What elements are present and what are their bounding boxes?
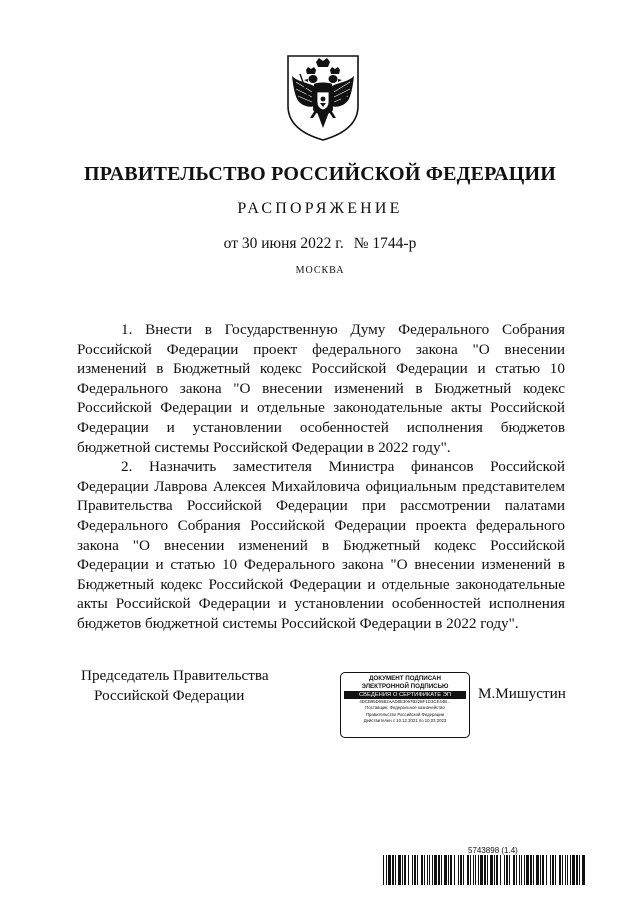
document-type: РАСПОРЯЖЕНИЕ	[237, 200, 403, 217]
stamp-certificate-id: 4DCB95D05B2AAD8E3067B22BF1D3CE44B...	[359, 699, 451, 705]
document-city: МОСКВА	[295, 265, 345, 276]
document-date: от 30 июня 2022 г.	[223, 235, 344, 252]
document-body	[77, 320, 565, 634]
paragraph-2: 2. Назначить заместителя Министра финансов Российской Федерации Лаврова Алексея Михайловича официальным представителем Правительства Российской Федерации при рассмотрении палатами Федерального Собрания Российской Федерации проекта федерального закона "О внесении изменений в Бюджетный кодекс Российской Федерации и статью 10 Федерального закона "О внесении изменений в Бюджетный кодекс Российской Федерации и отдельные законодательные акты Российской Федерации и установлении особенностей исполнения бюджетов бюджетной системы Российской Федерации в 2022 году".	[77, 458, 565, 632]
electronic-signature-stamp	[340, 672, 470, 738]
stamp-line-2: ЭЛЕКТРОННОЙ ПОДПИСЬЮ	[361, 682, 449, 690]
stamp-provider-line-1: Поставщик: Федеральное казначейство	[365, 705, 445, 711]
stamp-validity: Действителен с 10.12.2021 по 10.03.2023	[363, 717, 447, 723]
government-title: ПРАВИТЕЛЬСТВО РОССИЙСКОЙ ФЕДЕРАЦИИ	[84, 163, 556, 185]
signatory-role-line-1: Председатель Правительства	[81, 667, 269, 684]
document-code: 5743898 (1.4)	[468, 846, 518, 855]
document-date-line	[0, 235, 640, 253]
document-number: № 1744-р	[353, 235, 417, 252]
signatory-role	[81, 666, 269, 706]
signatory-name: М.Мишустин	[478, 685, 566, 702]
stamp-line-1: ДОКУМЕНТ ПОДПИСАН	[369, 675, 441, 682]
stamp-certificate-bar: СВЕДЕНИЯ О СЕРТИФИКАТЕ ЭП	[344, 691, 466, 699]
russian-coat-of-arms-icon	[284, 52, 362, 142]
paragraph-1: 1. Внести в Государственную Думу Федерального Собрания Российской Федерации проект федерального закона "О внесении изменений в Бюджетный кодекс Российской Федерации и статью 10 Федерального закона "О внесении изменений в Бюджетный кодекс Российской Федерации и отдельные законодательные акты Российской Федерации и установлении особенностей исполнения бюджетов бюджетной системы Российской Федерации в 2022 году".	[77, 321, 565, 456]
signatory-role-line-2: Российской Федерации	[94, 687, 245, 704]
barcode-icon	[383, 855, 585, 885]
stamp-provider-line-2: Правительство Российской Федерации	[365, 711, 445, 717]
